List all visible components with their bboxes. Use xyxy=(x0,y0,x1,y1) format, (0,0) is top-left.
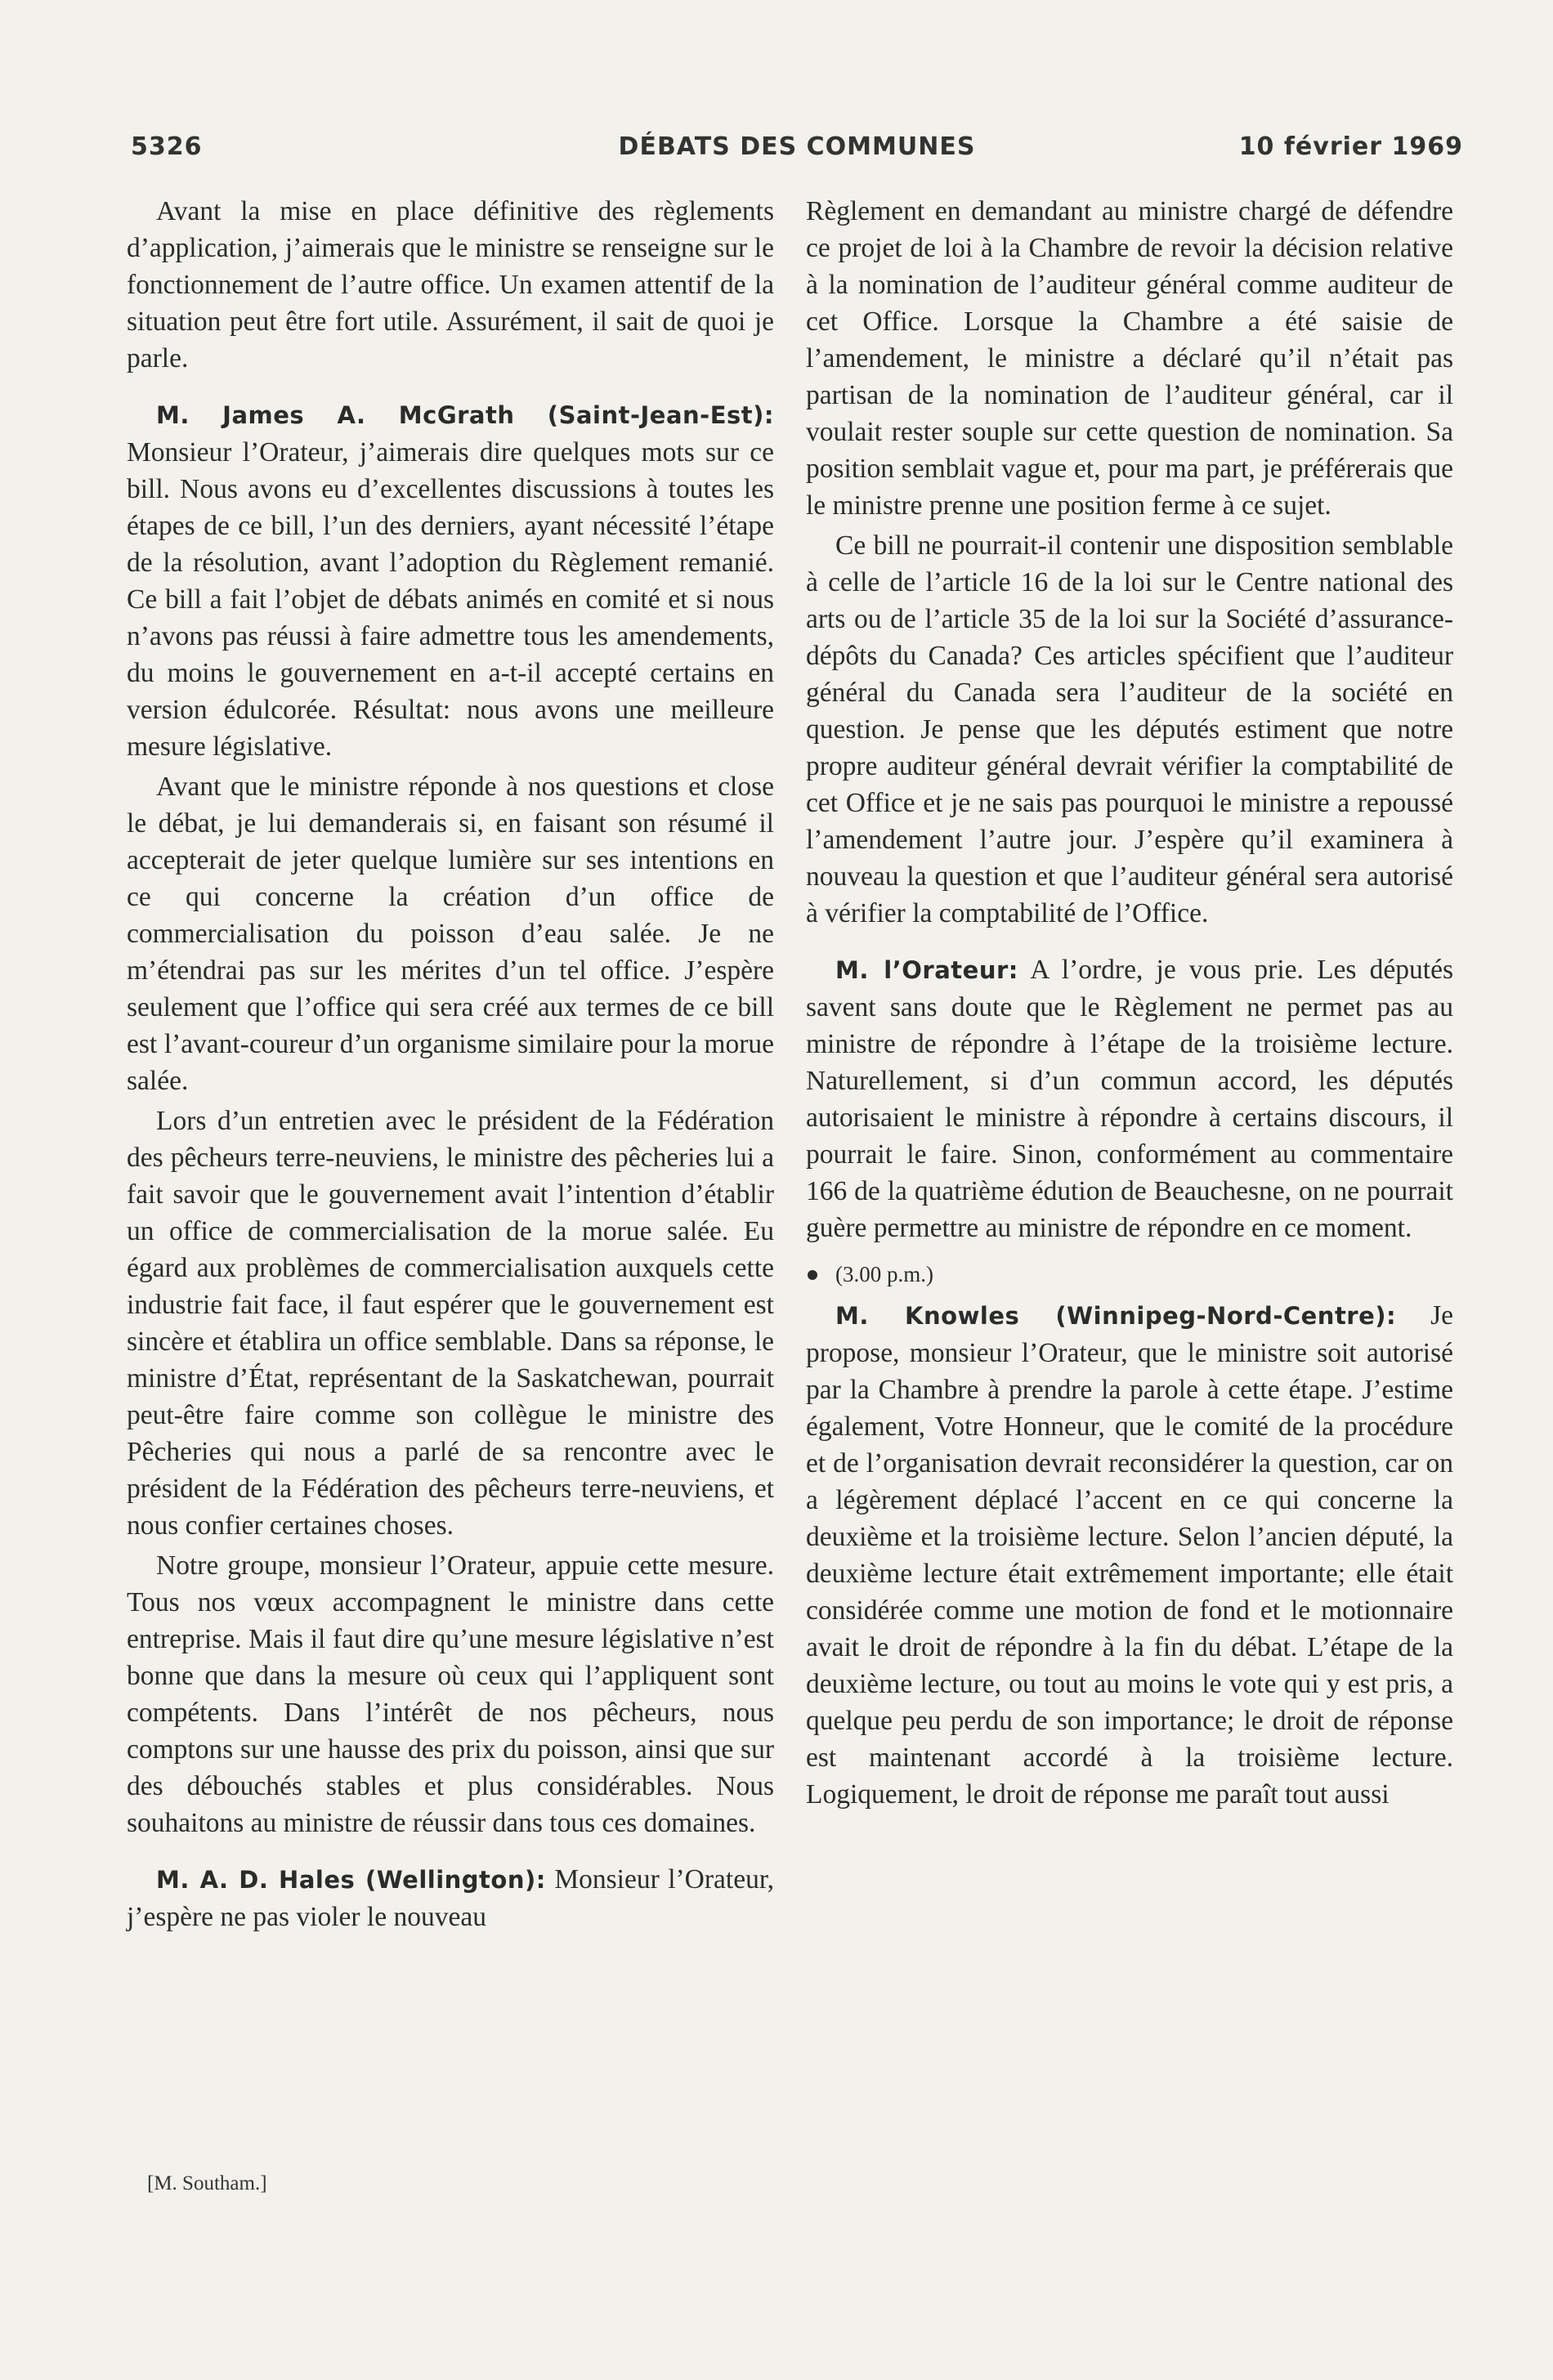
speaker-name: M. Knowles (Winnipeg-Nord-Centre): xyxy=(835,1302,1397,1330)
paragraph: Règlement en demandant au ministre chargé de défendre ce projet de loi à la Chambre de revoir la décision relative à la nomination de l’auditeur général comme auditeur de cet Office. Lorsque la Chambre a été saisie de l’amendement, le ministre a déclaré qu’il n’était pas partisan de la nomination de l’auditeur général, car il voulait rester souple sur cette question de nomination. Sa position semblait vague et, pour ma part, je préférerais que le ministre prenne une position ferme à ce sujet. xyxy=(806,196,1453,521)
left-column xyxy=(127,193,774,1939)
speech-paragraph xyxy=(127,396,774,765)
right-column xyxy=(806,193,1453,1816)
paragraph: Avant la mise en place définitive des règlements d’application, j’aimerais que le ministre se renseigne sur le fonctionnement de l’autre office. Un examen attentif de la situation peut être fort utile. Assurément, il sait de quoi je parle. xyxy=(127,196,774,374)
page-number: 5326 xyxy=(131,132,203,161)
speaker-attribution-note: [M. Southam.] xyxy=(147,2172,267,2194)
time-marker xyxy=(806,1259,1453,1289)
speech-paragraph xyxy=(127,1861,774,1935)
speech-paragraph xyxy=(806,1297,1453,1813)
paragraph: Notre groupe, monsieur l’Orateur, appuie cette mesure. Tous nos vœux accompagnent le ministre dans cette entreprise. Mais il faut dire qu’une mesure législative n’est bonne que dans la mesure où ceux qui l’appliquent sont compétents. Dans l’intérêt de nos pêcheurs, nous comptons sur une hausse des prix du poisson, ainsi que sur des débouchés stables et plus considérables. Nous souhaitons au ministre de réussir dans tous ces domaines. xyxy=(127,1550,774,1838)
speech-paragraph xyxy=(806,951,1453,1246)
speech-text: Monsieur l’Orateur, j’aimerais dire quelques mots sur ce bill. Nous avons eu d’excellentes discussions à toutes les étapes de ce bill, l’un des derniers, ayant nécessité l’étape de la résolution, avant l’adoption du Règlement remanié. Ce bill a fait l’objet de débats animés en comité et si nous n’avons pas réussi à faire admettre tous les amendements, du moins le gouvernement en a-t-il accepté certains en version édulcorée. Résultat: nous avons une meilleure mesure législative. xyxy=(127,437,774,762)
speaker-name: M. l’Orateur: xyxy=(835,956,1018,984)
publication-date: 10 février 1969 xyxy=(1238,132,1463,161)
speech-text: Monsieur l’Orateur, j’espère ne pas violer le nouveau xyxy=(127,1864,775,1932)
speaker-name: M. A. D. Hales (Wellington): xyxy=(156,1866,546,1894)
paragraph: Lors d’un entretien avec le président de la Fédération des pêcheurs terre-neuviens, le ministre des pêcheries lui a fait savoir que le gouvernement avait l’intention d’établir un office de commercialisation de la morue salée. Eu égard aux problèmes de commercialisation auxquels cette industrie fait face, il faut espérer que le gouvernement est sincère et établira un office semblable. Dans sa réponse, le ministre d’État, représentant de la Saskatchewan, pourrait peut-être faire comme son collègue le ministre des Pêcheries qui nous a parlé de sa rencontre avec le président de la Fédération des pêcheurs terre-neuviens, et nous confier certaines choses. xyxy=(127,1106,774,1541)
paragraph: Avant que le ministre réponde à nos questions et close le débat, je lui demanderais si, en faisant son résumé il accepterait de jeter quelque lumière sur ses intentions en ce qui concerne la création d’un office de commercialisation du poisson d’eau salée. Je ne m’étendrai pas sur les mérites d’un tel office. J’espère seulement que l’office qui sera créé aux termes de ce bill est l’avant-coureur d’un organisme similaire pour la morue salée. xyxy=(127,772,774,1096)
speech-text: A l’ordre, je vous prie. Les députés savent sans doute que le Règlement ne permet pas au ministre de répondre à l’étape de la troisième lecture. Naturellement, si d’un commun accord, les députés autorisaient le ministre à répondre à certains discours, il pourrait le faire. Sinon, conformément au commentaire 166 de la quatrième édution de Beauchesne, on ne pourrait guère permettre au ministre de répondre en ce moment. xyxy=(806,955,1454,1243)
publication-title: DÉBATS DES COMMUNES xyxy=(618,132,976,161)
speech-text: Je propose, monsieur l’Orateur, que le ministre soit autorisé par la Chambre à prendre la parole à cette étape. J’estime également, Votre Honneur, que le comité de la procédure et de l’organisation devrait reconsidérer la question, car on a légèrement déplacé l’accent en ce qui concerne la deuxième et la troisième lecture. Selon l’ancien député, la deuxième lecture était extrêmement importante; elle était considérée comme une motion de fond et le motionnaire avait le droit de répondre à la fin du débat. L’étape de la deuxième lecture, ou tout au moins le vote qui y est pris, a quelque peu perdu de son importance; le droit de réponse est maintenant accordé à la troisième lecture. Logiquement, le droit de réponse me paraît tout aussi xyxy=(806,1300,1453,1810)
time-marker-text: (3.00 p.m.) xyxy=(835,1262,933,1286)
speaker-name: M. James A. McGrath (Saint-Jean-Est): xyxy=(156,401,774,429)
paragraph: Ce bill ne pourrait-il contenir une disposition semblable à celle de l’article 16 de la loi sur le Centre national des arts ou de l’article 35 de la loi sur la Société d’assurance-dépôts du Canada? Ces articles spécifient que l’auditeur général du Canada sera l’auditeur de la société en question. Je pense que les députés estiment que notre propre auditeur général devrait vérifier la comptabilité de cet Office et je ne sais pas pourquoi le ministre a repoussé l’amendement l’autre jour. J’espère qu’il examinera à nouveau la question et que l’auditeur général sera autorisé à vérifier la comptabilité de l’Office. xyxy=(806,530,1453,928)
bullet-icon xyxy=(808,1270,817,1280)
page-header xyxy=(131,132,1463,168)
